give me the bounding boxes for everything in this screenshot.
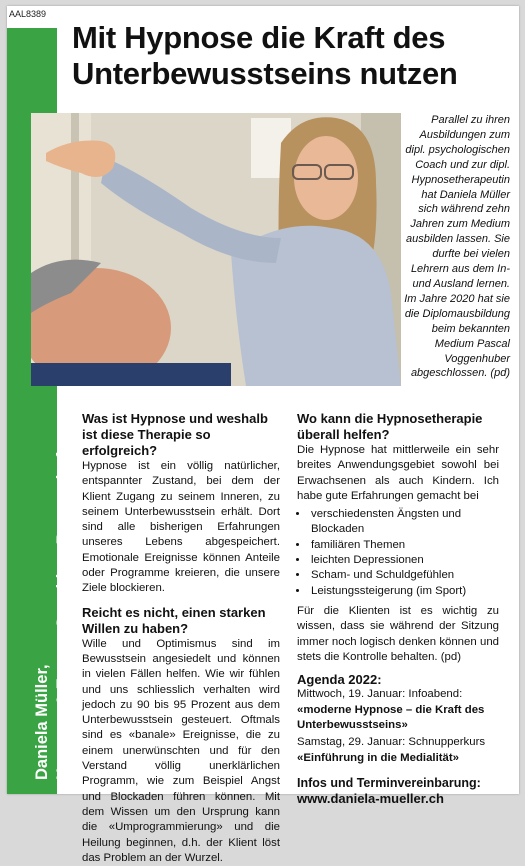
sidebar-line-2: Hypnose & Energy Coaching, Regensdorf	[54, 452, 72, 780]
heading-where-helps: Wo kann die Hypnosetherapie überall helfen?	[297, 411, 483, 442]
website-link[interactable]: www.daniela-mueller.ch	[297, 791, 444, 807]
column-left	[82, 411, 280, 866]
heading-strong-will: Reicht es nicht, einen starken Willen zu haben?	[82, 604, 266, 636]
info-heading: Infos und Terminvereinbarung:	[297, 775, 481, 790]
agenda-2-date: Samstag, 29. Januar: Schnupperkurs	[297, 736, 486, 749]
paragraph-control: Für die Klienten ist es wichtig zu wissen, dass sie während der Sitzung immer noch logisch denken können und stets die Kontrolle behalten. (pd)	[297, 604, 499, 663]
paragraph-where-helps: Die Hypnose hat mittlerweile ein sehr breites Anwendungsgebiet sowohl bei Erwachsenen als auch Kindern. Ich habe gute Erfahrungen gemacht bei	[297, 444, 499, 502]
applications-list	[297, 507, 499, 599]
paragraph-what-is-hypnosis: Hypnose ist ein völlig natürlicher, entspannter Zustand, bei dem der Klient Zugang zu seinem Inneren, zu seinem Unterbewusstsein erhält. Dort sind alle bisherigen Erfahrungen unseres Lebens abgespeichert. Emotionale Ereignisse können Anteile oder Programme kreieren, die unsere Ziele blockieren.	[82, 460, 280, 595]
column-right	[297, 411, 499, 807]
agenda-2-title: «Einführung in die Medialität»	[297, 751, 460, 764]
article-id: AAL8389	[9, 9, 47, 19]
paragraph-strong-will: Wille und Optimismus sind im Bewusstsein angesiedelt und können in vielen Fällen helfen. Wie wir fühlen und uns schliesslich verhalten wird jedoch zu 90 bis 95 Prozent aus dem Unterbewusstsein gesteuert. Oftmals sind es «banale» Ereignisse, die zu einem unerwünschten und für den Verstand völlig unerklärlichen Programm, wie zum Beispiel Angst und Blockaden führen können. Mit dem Wissen um den Ursprung kann die «Umprogrammierung» und die Heilung beginnen, d.h. der Klient löst das Problem an der Wurzel.	[82, 637, 280, 864]
agenda-heading: Agenda 2022:	[297, 672, 382, 688]
sidebar-vertical-text	[32, 453, 74, 780]
photo-illustration	[31, 113, 401, 386]
sidebar-line-1: Daniela Müller,	[33, 664, 51, 780]
article-title: Mit Hypnose die Kraft des Unterbewusstseins nutzen	[72, 20, 458, 91]
agenda-1-title: «moderne Hypnose – die Kraft des Unterbewusstseins»	[297, 703, 485, 732]
list-item: • verschiedensten Ängsten und Blockaden	[309, 507, 499, 538]
list-item: • leichten Depressionen	[309, 553, 499, 568]
list-item: • familiären Themen	[309, 538, 499, 553]
photo-caption: Parallel zu ihren Ausbildungen zum dipl. psychologischen Coach und zur dipl. Hypnosetherapeutin hat Daniela Müller sich während zehn Jahren zum Medium ausbilden lassen. Sie durfte bei vielen Lehrern aus dem In- und Ausland lernen. Im Jahre 2020 hat sie die Diplomausbildung beim bekannten Medium Pascal Voggenhuber abgeschlossen. (pd)	[404, 114, 510, 380]
heading-what-is-hypnosis: Was ist Hypnose und weshalb ist diese Therapie so erfolgreich?	[82, 411, 268, 458]
article-photo	[31, 113, 401, 386]
list-item: • Leistungssteigerung (im Sport)	[309, 584, 499, 599]
list-item: • Scham- und Schuldgefühlen	[309, 568, 499, 583]
agenda-1-date: Mittwoch, 19. Januar: Infoabend:	[297, 688, 463, 701]
